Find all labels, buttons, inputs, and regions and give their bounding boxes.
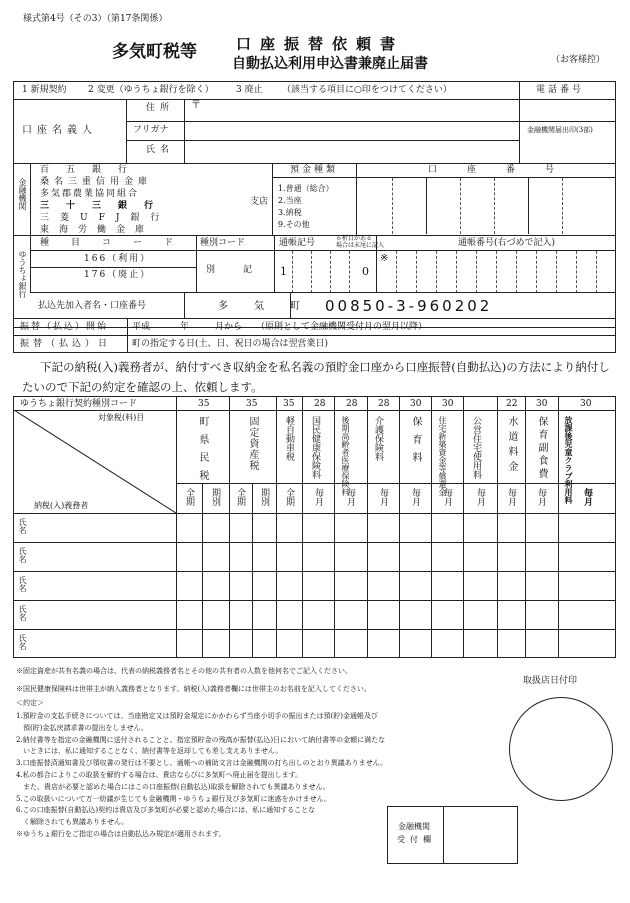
term-line-9: 6.この口座振替(自動払込)契約は貴店及び多気町が必要と認めた場合には、私に通知することな bbox=[16, 806, 316, 815]
type-code-label: 種目コード bbox=[40, 238, 196, 248]
tax-name-1: 町県民税 bbox=[197, 416, 208, 488]
type-code-1[interactable]: 166（利用） bbox=[84, 254, 152, 264]
term-line-10: く解除されても異議ありません。 bbox=[16, 818, 129, 827]
start-label: 振替（払込）開始 bbox=[20, 322, 109, 332]
tax-name-12: 放課後児童クラブ利用料 bbox=[564, 416, 574, 504]
form-title: 口座振替依頼書 bbox=[236, 35, 405, 53]
town-title: 多気町税等 bbox=[112, 42, 197, 62]
address-field[interactable] bbox=[186, 113, 518, 121]
deposit-type-4[interactable]: 9.その他 bbox=[278, 220, 310, 229]
period-2b: 期別 bbox=[259, 488, 269, 506]
bank-1[interactable]: 百五銀行 bbox=[40, 165, 145, 175]
bank-2[interactable]: 桑名三重信用金庫 bbox=[40, 177, 153, 187]
code-col-8: 30 bbox=[442, 399, 454, 409]
taxpayer-name-field-5[interactable] bbox=[30, 630, 175, 657]
tax-name-7: 保育料 bbox=[410, 416, 421, 470]
note-2: ※国民健康保険料は世帯主が納入義務者となります。納税(入)義務者欄には世帯主のお名前を記入してください。 bbox=[16, 685, 371, 693]
date-label: 振替（払込）日 bbox=[20, 339, 112, 349]
period-5: 毎月 bbox=[345, 488, 355, 506]
term-line-4: いときには、私に通知することなく、納付書等を返却しても差し支えありません。 bbox=[16, 747, 283, 756]
period-1b: 期別 bbox=[210, 488, 220, 506]
reception-label-2: 受付欄 bbox=[397, 835, 436, 844]
taxpayer-name-field-3[interactable] bbox=[30, 572, 175, 599]
option-new[interactable]: 1 新規契約 bbox=[22, 85, 67, 95]
address-label: 住所 bbox=[146, 103, 175, 113]
payee-number: 00850-3-960202 bbox=[325, 297, 493, 315]
yucho-side-label: ゆうちょ銀行 bbox=[18, 250, 27, 298]
form-number: 様式第4号（その3）（第17条関係） bbox=[23, 14, 168, 24]
term-line-8: 5.この取扱いについて万一紛議が生じても金融機関・ゆうちょ銀行及び多気町に迷惑をかけません。 bbox=[16, 794, 331, 803]
header-diagonal bbox=[14, 410, 176, 513]
passbook-number-label: 通帳番号(右づめで記入) bbox=[458, 238, 556, 248]
period-3: 全期 bbox=[284, 488, 294, 506]
deposit-type-3[interactable]: 3.納税 bbox=[278, 208, 302, 217]
code-col-6: 28 bbox=[378, 399, 390, 409]
period-4: 毎月 bbox=[313, 488, 323, 506]
note-1: ※固定資産が共有名義の場合は、代表の納税義務者名とその他の共有者の人数を他何名でご記入ください。 bbox=[16, 667, 352, 675]
taxpayer-label: 納税(入)義務者 bbox=[34, 501, 89, 510]
row-name-label-1: 氏名 bbox=[18, 518, 27, 534]
period-2a: 全期 bbox=[235, 488, 245, 506]
period-6: 毎月 bbox=[378, 488, 388, 506]
bank-5[interactable]: 三菱UFJ銀行 bbox=[40, 213, 171, 223]
tax-name-8: 住宅新築資金等償還金 bbox=[438, 416, 447, 496]
period-8: 毎月 bbox=[442, 488, 452, 506]
name-label: 氏名 bbox=[146, 145, 175, 155]
passbook-digit-6: 0 bbox=[362, 265, 369, 278]
code-col-11: 30 bbox=[536, 399, 548, 409]
term-line-11: ※ゆうちょ銀行をご指定の場合は自動払込み規定が適用されます。 bbox=[16, 829, 226, 838]
period-7: 毎月 bbox=[410, 488, 420, 506]
period-1a: 全期 bbox=[184, 488, 194, 506]
bank-side-label: 金融機関 bbox=[18, 178, 27, 210]
start-era: 平成 bbox=[132, 322, 151, 332]
tax-name-11: 保育副食費 bbox=[536, 416, 547, 481]
instruction-text: （該当する項目に○印をつけてください） bbox=[282, 85, 452, 95]
code-col-1: 35 bbox=[198, 399, 210, 409]
tax-name-10: 水道料金 bbox=[506, 416, 517, 476]
term-line-5: 3.口座振替済通知書及び領収書の発行は不要とし、通帳への補助文言は金融機関の打ち出しのとおり異議ありません。 bbox=[16, 759, 388, 768]
passbook-field[interactable] bbox=[275, 251, 615, 292]
code-col-10: 22 bbox=[506, 399, 518, 409]
deposit-type-2[interactable]: 2.当座 bbox=[278, 196, 302, 205]
code-label: ゆうちょ銀行契約種別コード bbox=[20, 399, 138, 409]
row-name-label-2: 氏名 bbox=[18, 547, 27, 563]
account-number-field[interactable] bbox=[357, 178, 615, 234]
deposit-type-label: 預金種類 bbox=[290, 165, 339, 175]
option-change[interactable]: 2 変更（ゆうちょ銀行を除く） bbox=[88, 85, 214, 95]
bank-4[interactable]: 三十三銀行 bbox=[40, 201, 171, 211]
passbook-digit-1: 1 bbox=[280, 265, 287, 278]
name-field[interactable] bbox=[186, 141, 518, 162]
payee-label: 払込先加入者名・口座番号 bbox=[38, 301, 147, 311]
furigana-field[interactable] bbox=[186, 122, 518, 140]
reception-label-1: 金融機関 bbox=[398, 822, 430, 831]
reception-field[interactable] bbox=[444, 807, 517, 863]
term-line-2: 預(貯)金払戻請求書の提出をしません。 bbox=[16, 723, 148, 732]
copy-label: （お客様控） bbox=[551, 55, 606, 65]
bank-3[interactable]: 多気郡農業協同組合 bbox=[40, 189, 140, 199]
passbook-note-2: 場合は末尾に記入 bbox=[336, 242, 385, 249]
option-close[interactable]: 3 廃止 bbox=[236, 85, 263, 95]
date-stamp-circle[interactable] bbox=[509, 697, 613, 801]
holder-label: 口座名義人 bbox=[22, 125, 97, 136]
account-number-label: 口座番号 bbox=[428, 165, 585, 175]
subject-label: 対象税(料)目 bbox=[98, 413, 145, 422]
period-11: 毎月 bbox=[536, 488, 546, 506]
passbook-note-1: ６桁目がある bbox=[336, 235, 373, 242]
code-col-12: 30 bbox=[580, 399, 592, 409]
bank-6[interactable]: 東海労働金庫 bbox=[40, 225, 155, 235]
postal-mark: 〒 bbox=[191, 100, 201, 111]
term-line-7: また、貴店が必要と認めた場合にはこの口座振替(自動払込)取扱を解除されても異議ありません。 bbox=[16, 782, 330, 791]
taxpayer-name-field-2[interactable] bbox=[30, 543, 175, 570]
kind-value: 別記 bbox=[206, 265, 281, 275]
deposit-type-1[interactable]: 1.普通（総合） bbox=[278, 184, 334, 193]
phone-label: 電話番号 bbox=[536, 85, 585, 95]
code-col-4: 28 bbox=[314, 399, 326, 409]
start-note: （原則として金融機関受付月の翌月以降） bbox=[256, 322, 428, 332]
kind-code-label: 種別コード bbox=[200, 238, 246, 248]
furigana-label: フリガナ bbox=[133, 125, 169, 135]
code-col-5: 28 bbox=[346, 399, 358, 409]
tax-name-2: 固定資産税 bbox=[247, 416, 258, 471]
request-paragraph: 下記の納税(入)義務者が、納付すべき収納金を私名義の預貯金口座から口座振替(自動払込)の方法により納付したいので下記の約定を確認の上、依頼します。 bbox=[22, 360, 610, 394]
payee-name: 多気町 bbox=[218, 301, 326, 312]
taxpayer-name-field-4[interactable] bbox=[30, 601, 175, 628]
start-year: 年 bbox=[180, 322, 190, 332]
tax-name-3: 軽自動車税 bbox=[284, 416, 294, 461]
term-line-1: 1.預貯金の支払手続きについては、当座勘定又は預貯金規定にかかわらず当座小切手の振出または預(貯)金通帳及び bbox=[16, 712, 378, 720]
passbook-mark: ※ bbox=[380, 253, 389, 264]
passbook-label: 通帳記号 bbox=[279, 238, 316, 248]
date-text: 町の指定する日(土、日、祝日の場合は翌営業日) bbox=[132, 339, 329, 349]
row-name-label-4: 氏名 bbox=[18, 605, 27, 621]
start-month: 月から bbox=[215, 322, 243, 332]
period-12: 毎月 bbox=[582, 488, 592, 506]
code-col-3: 35 bbox=[283, 399, 295, 409]
term-line-6: 4.私の都合によりこの取扱を解約する場合は、貴店ならびに多気町へ廃止届を提出します。 bbox=[16, 770, 303, 779]
tax-name-9: 公営住宅使用料 bbox=[471, 416, 481, 479]
stamp-label: 取扱店日付印 bbox=[523, 676, 578, 686]
row-name-label-3: 氏名 bbox=[18, 576, 27, 592]
tax-name-5: 後期高齢者医療保険料 bbox=[341, 416, 350, 496]
taxpayer-name-field-1[interactable] bbox=[30, 514, 175, 541]
tax-name-6: 介護保険料 bbox=[373, 416, 383, 461]
row-name-label-5: 氏名 bbox=[18, 634, 27, 650]
seal-label: 金融機関届出印(3部) bbox=[527, 126, 593, 134]
branch-label: 支店 bbox=[250, 197, 269, 207]
tax-name-4: 国民健康保険料 bbox=[310, 416, 320, 479]
code-col-7: 30 bbox=[410, 399, 422, 409]
form-subtitle: 自動払込利用申込書兼廃止届書 bbox=[232, 56, 428, 72]
terms-label: ＜約定＞ bbox=[16, 699, 44, 707]
term-line-3: 2.納付書等を指定の金融機関に送付されることと、指定預貯金の残高が振替(払込)日において納付書等の金額に満たな bbox=[16, 735, 386, 744]
code-col-2: 35 bbox=[246, 399, 258, 409]
type-code-2[interactable]: 176（廃止） bbox=[84, 270, 152, 280]
period-9: 毎月 bbox=[475, 488, 485, 506]
period-10: 毎月 bbox=[506, 488, 516, 506]
